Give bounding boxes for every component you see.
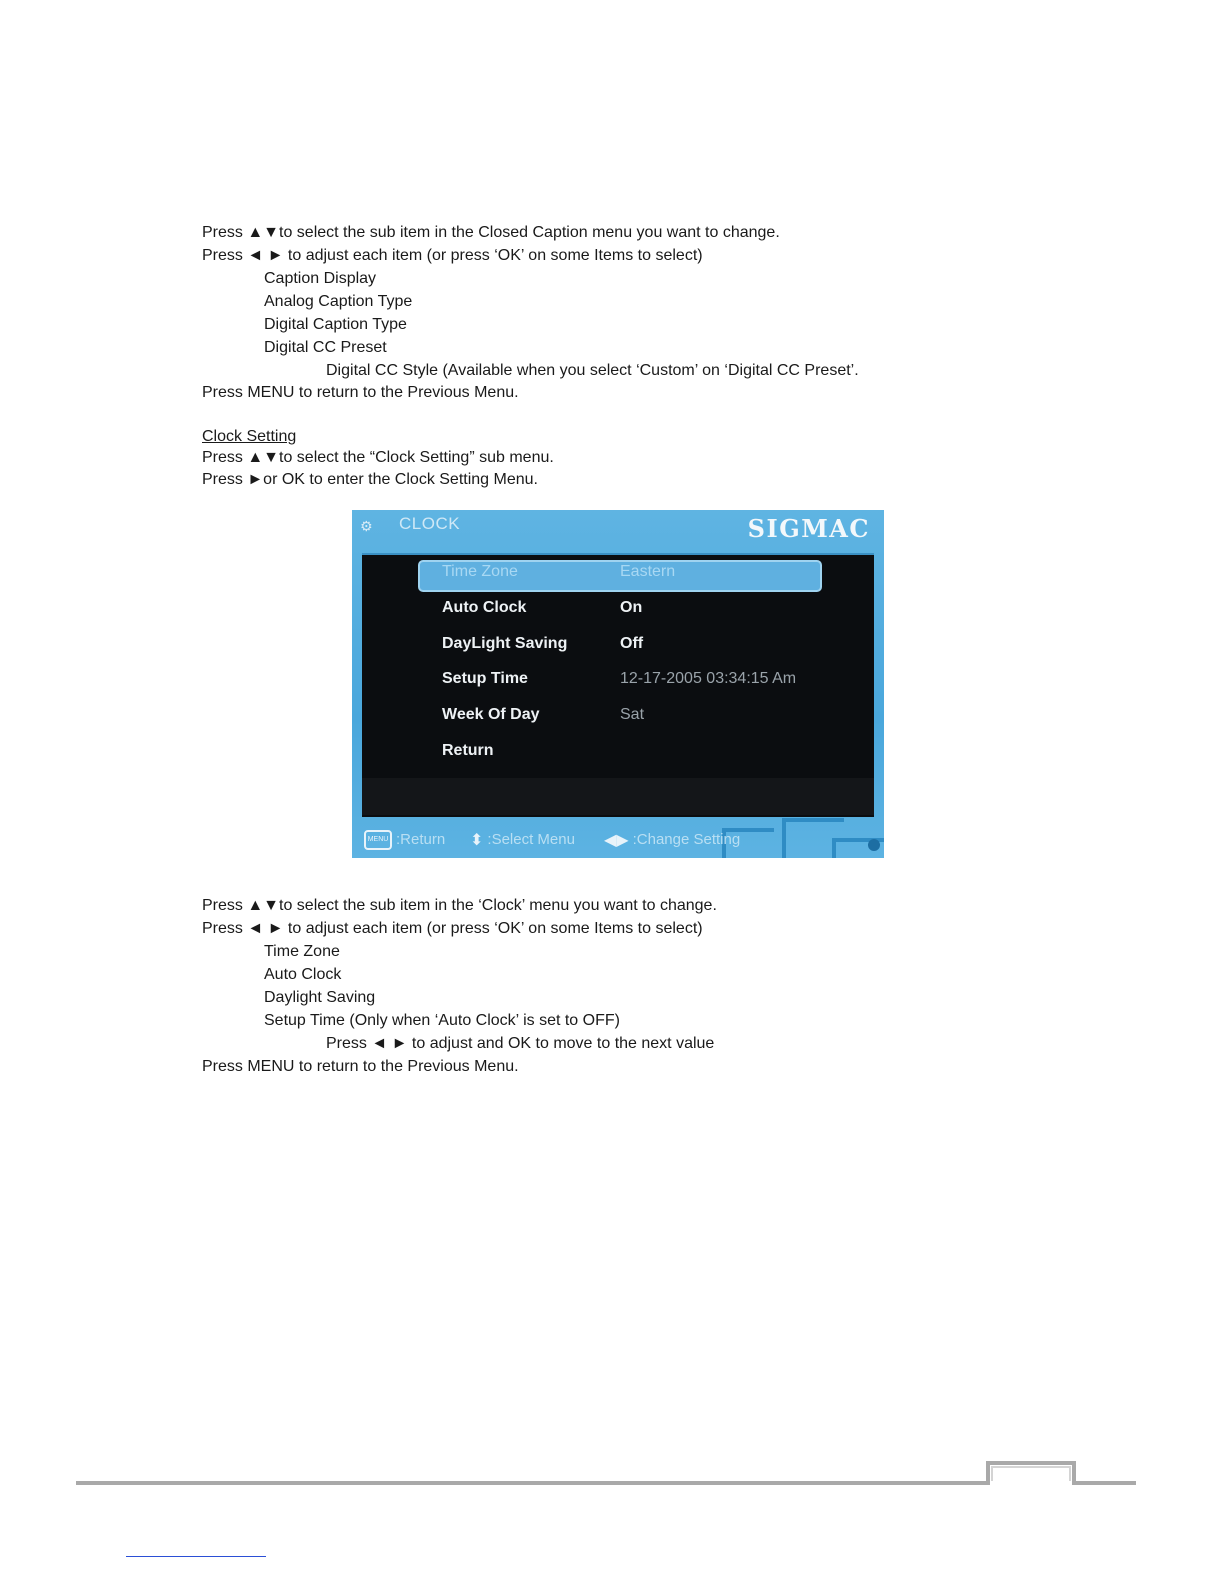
instruction-line: Press ▲▼to select the sub item in the ‘Clock’ menu you want to change.	[202, 897, 717, 914]
osd-row-week-of-day	[362, 702, 874, 732]
footer-return-hint	[364, 830, 445, 850]
osd-title: CLOCK	[399, 514, 461, 533]
instruction-line: Press ◄ ► to adjust each item (or press ‘OK’ on some Items to select)	[202, 920, 703, 937]
footer-select-label: :Select Menu	[487, 830, 575, 848]
osd-row-auto-clock	[362, 595, 874, 625]
up-down-icon: ⬍	[470, 832, 484, 849]
footer-divider	[0, 1450, 1224, 1490]
osd-row-daylight-saving	[362, 631, 874, 661]
instruction-line: Press MENU to return to the Previous Menu.	[202, 384, 519, 401]
clock-menu-screenshot	[352, 510, 884, 858]
menu-item-text: Auto Clock	[264, 966, 342, 983]
left-right-icon: ◀▶	[604, 832, 629, 849]
osd-row-label: Time Zone	[442, 563, 518, 580]
brand-logo: SIGMAC	[747, 514, 870, 543]
menu-item-text: Time Zone	[264, 943, 340, 960]
osd-row-label: Auto Clock	[442, 599, 527, 616]
osd-row-label: Setup Time	[442, 670, 528, 687]
footer-change-label: :Change Setting	[632, 830, 741, 848]
menu-item-text: Digital Caption Type	[264, 316, 407, 333]
instruction-line: Press ▲▼to select the sub item in the Closed Caption menu you want to change.	[202, 224, 780, 241]
osd-row-label: Week Of Day	[442, 706, 540, 723]
menu-item-text: Setup Time (Only when ‘Auto Clock’ is set to OFF)	[264, 1012, 620, 1029]
menu-item-text: Daylight Saving	[264, 989, 376, 1006]
osd-row-setup-time	[362, 666, 874, 696]
footer-change-hint	[604, 830, 740, 850]
menu-key-icon: MENU	[364, 830, 392, 850]
instruction-line: Press ►or OK to enter the Clock Setting Menu.	[202, 471, 538, 488]
menu-item-text: Analog Caption Type	[264, 293, 413, 310]
menu-item-text: Caption Display	[264, 270, 377, 287]
sub-item-text: Digital CC Style (Available when you select ‘Custom’ on ‘Digital CC Preset’.	[326, 362, 859, 379]
osd-row-time-zone	[362, 559, 874, 589]
osd-row-label: DayLight Saving	[442, 635, 568, 652]
section-heading: Clock Setting	[202, 428, 297, 445]
menu-item-text: Digital CC Preset	[264, 339, 387, 356]
osd-row-value: 12-17-2005 03:34:15 Am	[620, 670, 797, 687]
sub-item-text: Press ◄ ► to adjust and OK to move to the next value	[326, 1035, 715, 1052]
osd-footer-hints	[352, 822, 884, 858]
osd-row-value: Sat	[620, 706, 645, 723]
osd-row-value: On	[620, 599, 643, 616]
instruction-line: Press ▲▼to select the “Clock Setting” sub menu.	[202, 449, 554, 466]
osd-row-return	[362, 738, 874, 768]
bottom-link-underline	[126, 1556, 266, 1557]
osd-header	[352, 510, 884, 550]
instruction-line: Press MENU to return to the Previous Menu.	[202, 1058, 519, 1075]
instruction-line: Press ◄ ► to adjust each item (or press ‘OK’ on some Items to select)	[202, 247, 703, 264]
clock-settings-icon: ⚙	[360, 518, 373, 534]
osd-row-value: Off	[620, 635, 644, 652]
footer-return-label: :Return	[396, 830, 446, 848]
osd-row-value: Eastern	[620, 563, 676, 580]
osd-row-label: Return	[442, 742, 494, 759]
footer-select-hint	[470, 830, 575, 850]
